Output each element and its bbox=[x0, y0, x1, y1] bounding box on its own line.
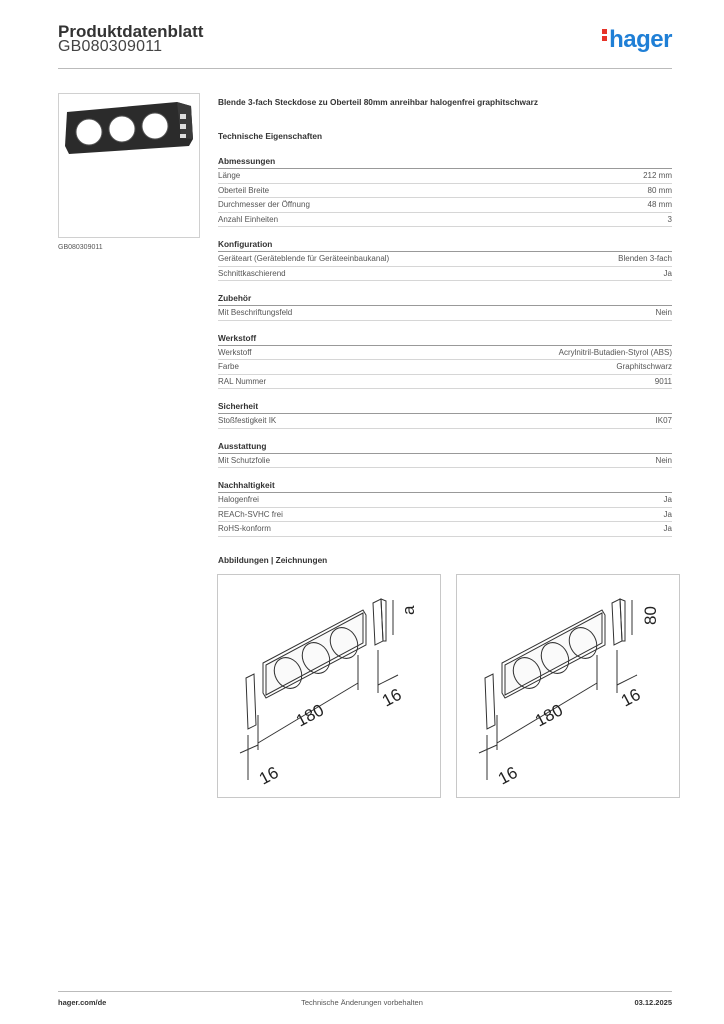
property-row bbox=[218, 213, 672, 228]
property-value: 3 bbox=[667, 214, 672, 224]
property-label: Farbe bbox=[218, 362, 239, 371]
section-title: Zubehör bbox=[218, 293, 672, 306]
property-value: Blenden 3-fach bbox=[618, 254, 672, 263]
property-section bbox=[218, 156, 672, 227]
property-label: Mit Schutzfolie bbox=[218, 455, 271, 465]
drawing-left bbox=[217, 574, 441, 798]
property-value: 48 mm bbox=[647, 200, 672, 209]
property-label: Schnittkaschierend bbox=[218, 268, 286, 278]
property-value: Ja bbox=[663, 509, 672, 519]
section-title: Ausstattung bbox=[218, 441, 672, 454]
property-label: Stoßfestigkeit IK bbox=[218, 416, 277, 425]
property-label: Werkstoff bbox=[218, 347, 252, 357]
property-label: Länge bbox=[218, 171, 241, 180]
footer-disclaimer: Technische Änderungen vorbehalten bbox=[301, 998, 423, 1007]
tech-properties-heading: Technische Eigenschaften bbox=[218, 131, 323, 141]
property-value: 9011 bbox=[654, 376, 672, 386]
drawing-dim-length: 180 bbox=[292, 700, 327, 731]
property-value: 80 mm bbox=[647, 185, 672, 195]
property-value: 212 mm bbox=[643, 171, 672, 180]
property-row bbox=[218, 375, 672, 390]
property-row bbox=[218, 414, 672, 429]
header-divider bbox=[58, 68, 672, 69]
section-title: Werkstoff bbox=[218, 333, 672, 346]
property-label: Oberteil Breite bbox=[218, 185, 270, 195]
footer-date: 03.12.2025 bbox=[634, 998, 672, 1007]
product-description: Blende 3-fach Steckdose zu Oberteil 80mm anreihbar halogenfrei graphitschwarz bbox=[218, 97, 538, 107]
property-row bbox=[218, 267, 672, 282]
page-title: Produktdatenblatt bbox=[58, 22, 204, 41]
property-label: Anzahl Einheiten bbox=[218, 214, 279, 224]
drawing-dim-side: 16 bbox=[494, 762, 521, 789]
properties-sections bbox=[218, 156, 672, 549]
dimension-drawing-icon bbox=[218, 575, 440, 797]
footer-divider bbox=[58, 991, 672, 992]
property-row bbox=[218, 169, 672, 184]
section-title: Nachhaltigkeit bbox=[218, 480, 672, 493]
drawings-heading: Abbildungen | Zeichnungen bbox=[218, 555, 328, 565]
dimension-drawing-icon bbox=[457, 575, 679, 797]
section-title: Konfiguration bbox=[218, 239, 672, 252]
property-value: Graphitschwarz bbox=[616, 362, 672, 371]
product-photo-icon bbox=[59, 94, 199, 237]
product-image-caption: GB080309011 bbox=[58, 244, 103, 251]
drawing-dim-end: 16 bbox=[378, 684, 405, 711]
property-row bbox=[218, 360, 672, 375]
product-image bbox=[58, 93, 200, 238]
product-code: GB080309011 bbox=[58, 38, 163, 55]
property-section bbox=[218, 480, 672, 537]
property-row bbox=[218, 252, 672, 267]
property-label: REACh-SVHC frei bbox=[218, 509, 283, 519]
property-value: IK07 bbox=[655, 416, 672, 425]
property-value: Acrylnitril-Butadien-Styrol (ABS) bbox=[558, 347, 672, 357]
section-title: Sicherheit bbox=[218, 401, 672, 414]
property-section bbox=[218, 293, 672, 321]
drawing-dim-height: 80 bbox=[641, 606, 660, 625]
drawing-dim-end: 16 bbox=[617, 684, 644, 711]
property-section bbox=[218, 239, 672, 281]
section-title: Abmessungen bbox=[218, 156, 672, 169]
hager-logo[interactable] bbox=[602, 26, 672, 54]
property-label: Geräteart (Geräteblende für Geräteeinbaukanal) bbox=[218, 254, 390, 263]
drawing-right bbox=[456, 574, 680, 798]
logo-text: hager bbox=[609, 26, 672, 53]
property-value: Ja bbox=[663, 495, 672, 504]
property-value: Nein bbox=[655, 455, 672, 465]
property-row bbox=[218, 493, 672, 508]
property-label: RAL Nummer bbox=[218, 376, 267, 386]
property-value: Nein bbox=[655, 308, 672, 317]
property-row bbox=[218, 184, 672, 199]
property-section bbox=[218, 333, 672, 390]
property-section bbox=[218, 441, 672, 469]
property-label: Mit Beschriftungsfeld bbox=[218, 308, 293, 317]
property-label: RoHS-konform bbox=[218, 524, 271, 533]
property-row bbox=[218, 522, 672, 537]
footer-website-link[interactable]: hager.com/de bbox=[58, 998, 107, 1007]
property-label: Durchmesser der Öffnung bbox=[218, 200, 310, 209]
drawing-dim-side: 16 bbox=[255, 762, 282, 789]
property-row bbox=[218, 454, 672, 469]
drawing-dim-height: a bbox=[399, 605, 418, 615]
property-row bbox=[218, 346, 672, 361]
property-row bbox=[218, 508, 672, 523]
property-row bbox=[218, 198, 672, 213]
property-label: Halogenfrei bbox=[218, 495, 259, 504]
property-row bbox=[218, 306, 672, 321]
property-section bbox=[218, 401, 672, 429]
drawing-dim-length: 180 bbox=[531, 700, 566, 731]
property-value: Ja bbox=[663, 268, 672, 278]
property-value: Ja bbox=[663, 524, 672, 533]
logo-dots-icon bbox=[602, 27, 607, 43]
